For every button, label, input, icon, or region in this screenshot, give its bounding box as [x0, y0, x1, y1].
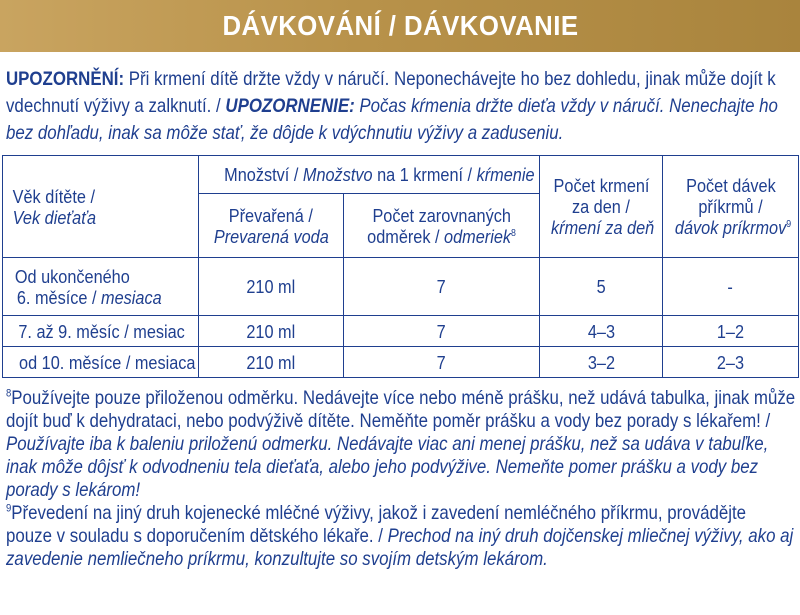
header-age — [3, 156, 199, 258]
header-amount: Množství / Množstvo na 1 krmení / kŕmenie — [199, 156, 540, 194]
header-supplements: Počet dávek příkrmů / dávok príkrmov$^9$ — [663, 156, 799, 258]
table-row — [3, 258, 799, 316]
table-row — [3, 316, 799, 347]
footnote-8: $^8$Používejte pouze přiloženou odměrku. Nedávejte více nebo méně prášku, než udává tabulka, jinak může dojít buď k dehydrataci, nebo podvýživě dítěte. Neměňte poměr prášku a vody bez porady s lékařem! / Používajte iba k baleniu priloženú odmerku. Nedávajte viac ani menej prášku, než sa udáva v tabuľke, inak môže dôjsť k odvodneniu tela dieťaťa, alebo jeho podvýžive. Nemeňte pomer prášku a vody bez porady s lekárom! — [6, 387, 796, 501]
header-water: Převařená / Prevarená voda — [199, 194, 344, 258]
header-scoops: Počet zarovnaných odměrek / odmeriek$^8$ — [344, 194, 540, 258]
warning-label-sk: UPOZORNENIE: — [225, 95, 355, 117]
warning-text-cz: Při krmení dítě držte vždy v náručí. Neponechávejte ho bez dohledu, jinak může dojít k vdechnutí výživy a zalknutí. / — [6, 68, 776, 117]
row-age: od 10. měsíce / mesiaca — [3, 347, 199, 378]
row-supplements: 2–3 — [663, 347, 799, 378]
row-age: Od ukončeného 6. měsíce / mesiaca — [3, 258, 199, 316]
table-row — [3, 347, 799, 378]
row-water: 210 ml — [199, 258, 344, 316]
row-scoops: 7 — [344, 258, 540, 316]
section-title: DÁVKOVÁNÍ / DÁVKOVANIE — [221, 10, 579, 41]
row-feeds: 4–3 — [540, 316, 663, 347]
dosing-table — [2, 155, 799, 378]
header-age-cz: Věk dítěte / — [12, 185, 95, 207]
safety-warning — [6, 66, 796, 147]
row-scoops: 7 — [344, 316, 540, 347]
header-feeds: Počet krmení za den / kŕmení za deň — [540, 156, 663, 258]
row-supplements: - — [663, 258, 799, 316]
section-banner — [0, 0, 800, 52]
row-scoops: 7 — [344, 347, 540, 378]
row-water: 210 ml — [199, 316, 344, 347]
row-supplements: 1–2 — [663, 316, 799, 347]
row-water: 210 ml — [199, 347, 344, 378]
footnotes — [6, 387, 796, 571]
footnote-9: $^9$Převedení na jiný druh kojenecké mléčné výživy, jakož i zavedení nemléčného příkrmu, provádějte pouze v souladu s doporučením dětského lékaře. / Prechod na iný druh dojčenskej mliečnej výživy, ako aj zavedenie nemliečneho príkrmu, konzultujte so svojím detským lekárom. — [6, 502, 794, 570]
warning-label-cz: UPOZORNĚNÍ: — [6, 68, 125, 90]
warning-text-sk: Počas kŕmenia držte dieťa vždy v náručí. Nenechajte ho bez dohľadu, inak sa môže stať, že dôjde k vdýchnutiu výživy a zaduseniu. — [6, 95, 778, 144]
row-feeds: 5 — [540, 258, 663, 316]
header-age-sk: Vek dieťaťa — [12, 206, 97, 228]
row-age: 7. až 9. měsíc / mesiac — [3, 316, 199, 347]
table-header-row — [3, 156, 799, 194]
row-feeds: 3–2 — [540, 347, 663, 378]
